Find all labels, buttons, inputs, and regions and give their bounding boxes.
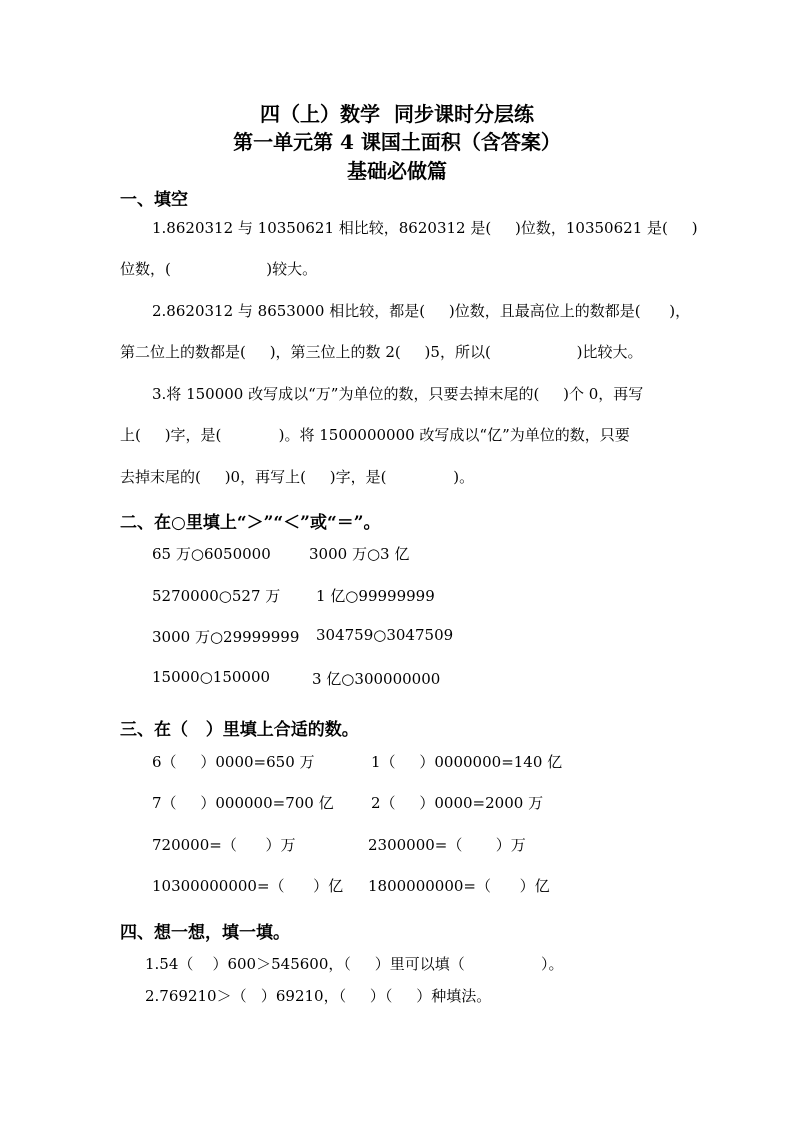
think-item-2: 2.769210＞（ ）69210，（ ）（ ）种填法。: [145, 987, 492, 1005]
lesson-title: 第一单元第 4 课国土面积（含答案）: [233, 130, 561, 154]
fill-item: 2（ ）0000=2000 万: [371, 794, 544, 812]
fill-item: 1800000000=（ ）亿: [368, 877, 550, 895]
fill-item: 1（ ）0000000=140 亿: [371, 753, 563, 771]
compare-item: 3000 万○3 亿: [309, 545, 410, 563]
compare-item: 1 亿○99999999: [316, 587, 435, 605]
compare-item: 5270000○527 万: [152, 587, 281, 605]
fill-item: 720000=（ ）万: [152, 836, 296, 854]
section-3-heading: 三、在（ ）里填上合适的数。: [120, 720, 359, 740]
compare-item: 304759○3047509: [316, 626, 454, 644]
compare-item: 65 万○6050000: [152, 545, 271, 563]
think-item-1: 1.54（ ）600＞545600，（ ）里可以填（ ）。: [145, 955, 564, 973]
q2-line-1: 2.8620312 与 8653000 相比较，都是( )位数，且最高位上的数都是( )，: [152, 302, 691, 320]
document-title: 四（上）数学 同步课时分层练: [260, 102, 534, 126]
q1-line-2: 位数，( )较大。: [120, 260, 318, 278]
section-2-heading: 二、在○里填上“＞”“＜”或“＝”。: [120, 513, 381, 533]
section-4-heading: 四、想一想，填一填。: [120, 923, 290, 943]
fill-item: 7（ ）000000=700 亿: [152, 794, 334, 812]
q3-line-1: 3.将 150000 改写成以“万”为单位的数，只要去掉末尾的( )个 0，再写: [152, 385, 644, 403]
compare-item: 3 亿○300000000: [312, 670, 441, 688]
fill-item: 2300000=（ ）万: [368, 836, 526, 854]
q3-line-3: 去掉末尾的( )0，再写上( )字，是( )。: [120, 468, 475, 486]
section-1-heading: 一、填空: [120, 190, 188, 210]
section-level-title: 基础必做篇: [347, 159, 447, 183]
fill-item: 10300000000=（ ）亿: [152, 877, 344, 895]
fill-item: 6（ ）0000=650 万: [152, 753, 315, 771]
compare-item: 3000 万○29999999: [152, 628, 300, 646]
q3-line-2: 上( )字，是( )。将 1500000000 改写成以“亿”为单位的数，只要: [120, 426, 630, 444]
q1-line-1: 1.8620312 与 10350621 相比较，8620312 是( )位数，10350621 是( ): [152, 219, 698, 237]
compare-item: 15000○150000: [152, 668, 271, 686]
q2-line-2: 第二位上的数都是( )，第三位上的数 2( )5，所以( )比较大。: [120, 343, 643, 361]
